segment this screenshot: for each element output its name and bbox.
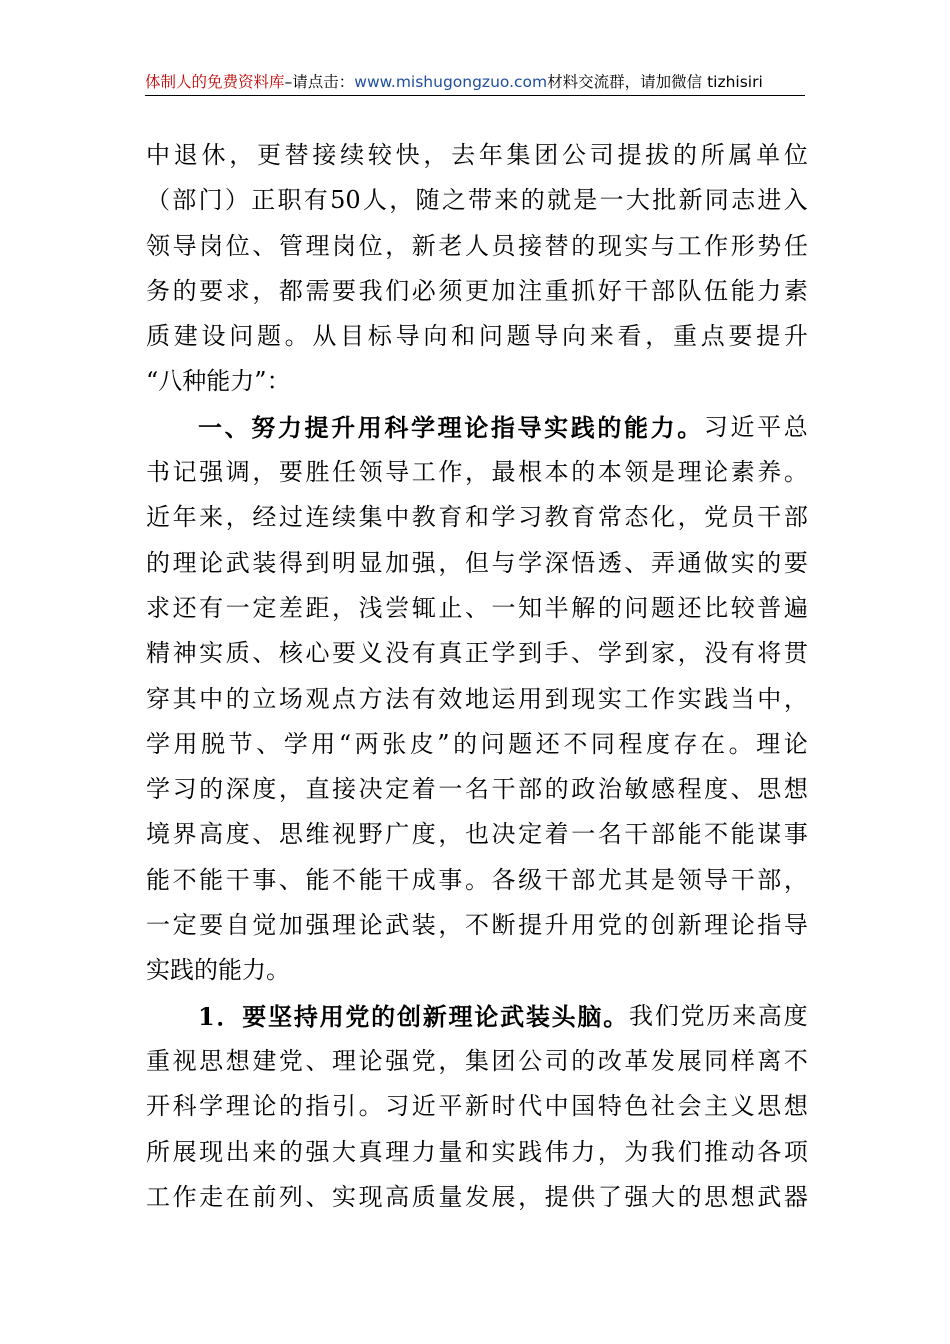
document-body — [146, 133, 808, 1220]
text-line: 实 践 的 能 力 。 — [146, 956, 290, 985]
text-line: 领 导 岗 位 、 管 理 岗 位 ， 新 老 人 员 接 替 的 现 实 与 工 作 形 势 任 — [146, 231, 808, 260]
text-line: 学 习 的 深 度 ， 直 接 决 定 着 一 名 干 部 的 政 治 敏 感 程 度 、 思 想 — [146, 775, 808, 804]
text-line: 求 还 有 一 定 差 距 ， 浅 尝 辄 止 、 一 知 半 解 的 问 题 还 比 较 普 遍 — [146, 593, 808, 622]
text-line: 学 用 脱 节 、 学 用 “ 两 张 皮 ” 的 问 题 还 不 同 程 度 存 在 。 理 论 — [146, 729, 808, 758]
paragraph — [146, 405, 808, 994]
text-line: “ 八 种 能 力 ” ： — [146, 367, 291, 396]
header-tail: 材料交流群，请加微信 tizhisiri — [547, 73, 763, 91]
header-divider — [145, 95, 805, 96]
text-line: 所 展 现 出 来 的 强 大 真 理 力 量 和 实 践 伟 力 ， 为 我 们 推 动 各 项 — [146, 1137, 808, 1166]
text-line: 的 理 论 武 装 得 到 明 显 加 强 ， 但 与 学 深 悟 透 、 弄 通 做 实 的 要 — [146, 548, 808, 577]
text-line: 工 作 走 在 前 列 、 实 现 高 质 量 发 展 ， 提 供 了 强 大 的 思 想 武 器 — [146, 1182, 808, 1211]
text-line: 重 视 思 想 建 党 、 理 论 强 党 ， 集 团 公 司 的 改 革 发 展 同 样 离 不 — [146, 1046, 808, 1075]
text-line: 质 建 设 问 题 。 从 目 标 导 向 和 问 题 导 向 来 看 ， 重 点 要 提 升 — [146, 322, 808, 351]
text-line: 精 神 实 质 、 核 心 要 义 没 有 真 正 学 到 手 、 学 到 家 ， 没 有 将 贯 — [146, 639, 808, 668]
text-line: 一 定 要 自 觉 加 强 理 论 武 装 ， 不 断 提 升 用 党 的 创 新 理 论 指 导 — [146, 911, 808, 940]
text-line: 中 退 休 ， 更 替 接 续 较 快 ， 去 年 集 团 公 司 提 拔 的 所 属 单 位 — [146, 141, 808, 169]
paragraph — [146, 133, 808, 405]
text-line: 穿 其 中 的 立 场 观 点 方 法 有 效 地 运 用 到 现 实 工 作 实 践 当 中 ， — [146, 684, 808, 713]
text-line: 能 不 能 干 事 、 能 不 能 干 成 事 。 各 级 干 部 尤 其 是 领 导 干 部 ， — [146, 865, 808, 894]
text-line: 近 年 来 ， 经 过 连 续 集 中 教 育 和 学 习 教 育 常 态 化 ， 党 员 干 部 — [146, 503, 808, 532]
paragraph — [146, 994, 808, 1220]
header-link[interactable]: www.mishugongzuo.com — [354, 73, 548, 91]
header-brand: 体制人的免费资料库 — [145, 73, 285, 91]
text-line: 务 的 要 求 ， 都 需 要 我 们 必 须 更 加 注 重 抓 好 干 部 队 伍 能 力 素 — [146, 276, 808, 305]
page-header — [145, 70, 805, 94]
text-line: 境 界 高 度 、 思 维 视 野 广 度 ， 也 决 定 着 一 名 干 部 能 不 能 谋 事 — [146, 820, 808, 849]
header-prompt: –请点击： — [284, 73, 355, 91]
text-line: 开 科 学 理 论 的 指 引 。 习 近 平 新 时 代 中 国 特 色 社 会 主 义 思 想 — [146, 1092, 808, 1121]
text-line: 书 记 强 调 ， 要 胜 任 领 导 工 作 ， 最 根 本 的 本 领 是 理 论 素 养 。 — [146, 458, 808, 487]
text-line: （ 部 门 ） 正 职 有 50 人 ， 随 之 带 来 的 就 是 一 大 批 新 同 志 进 入 — [146, 186, 808, 215]
text-line: 一 、 努 力 提 升 用 科 学 理 论 指 导 实 践 的 能 力 。 习 近 平 总 — [198, 412, 808, 442]
text-line: 1 ． 要 坚 持 用 党 的 创 新 理 论 武 装 头 脑 。 我 们 党 历 来 高 度 — [198, 1001, 808, 1031]
